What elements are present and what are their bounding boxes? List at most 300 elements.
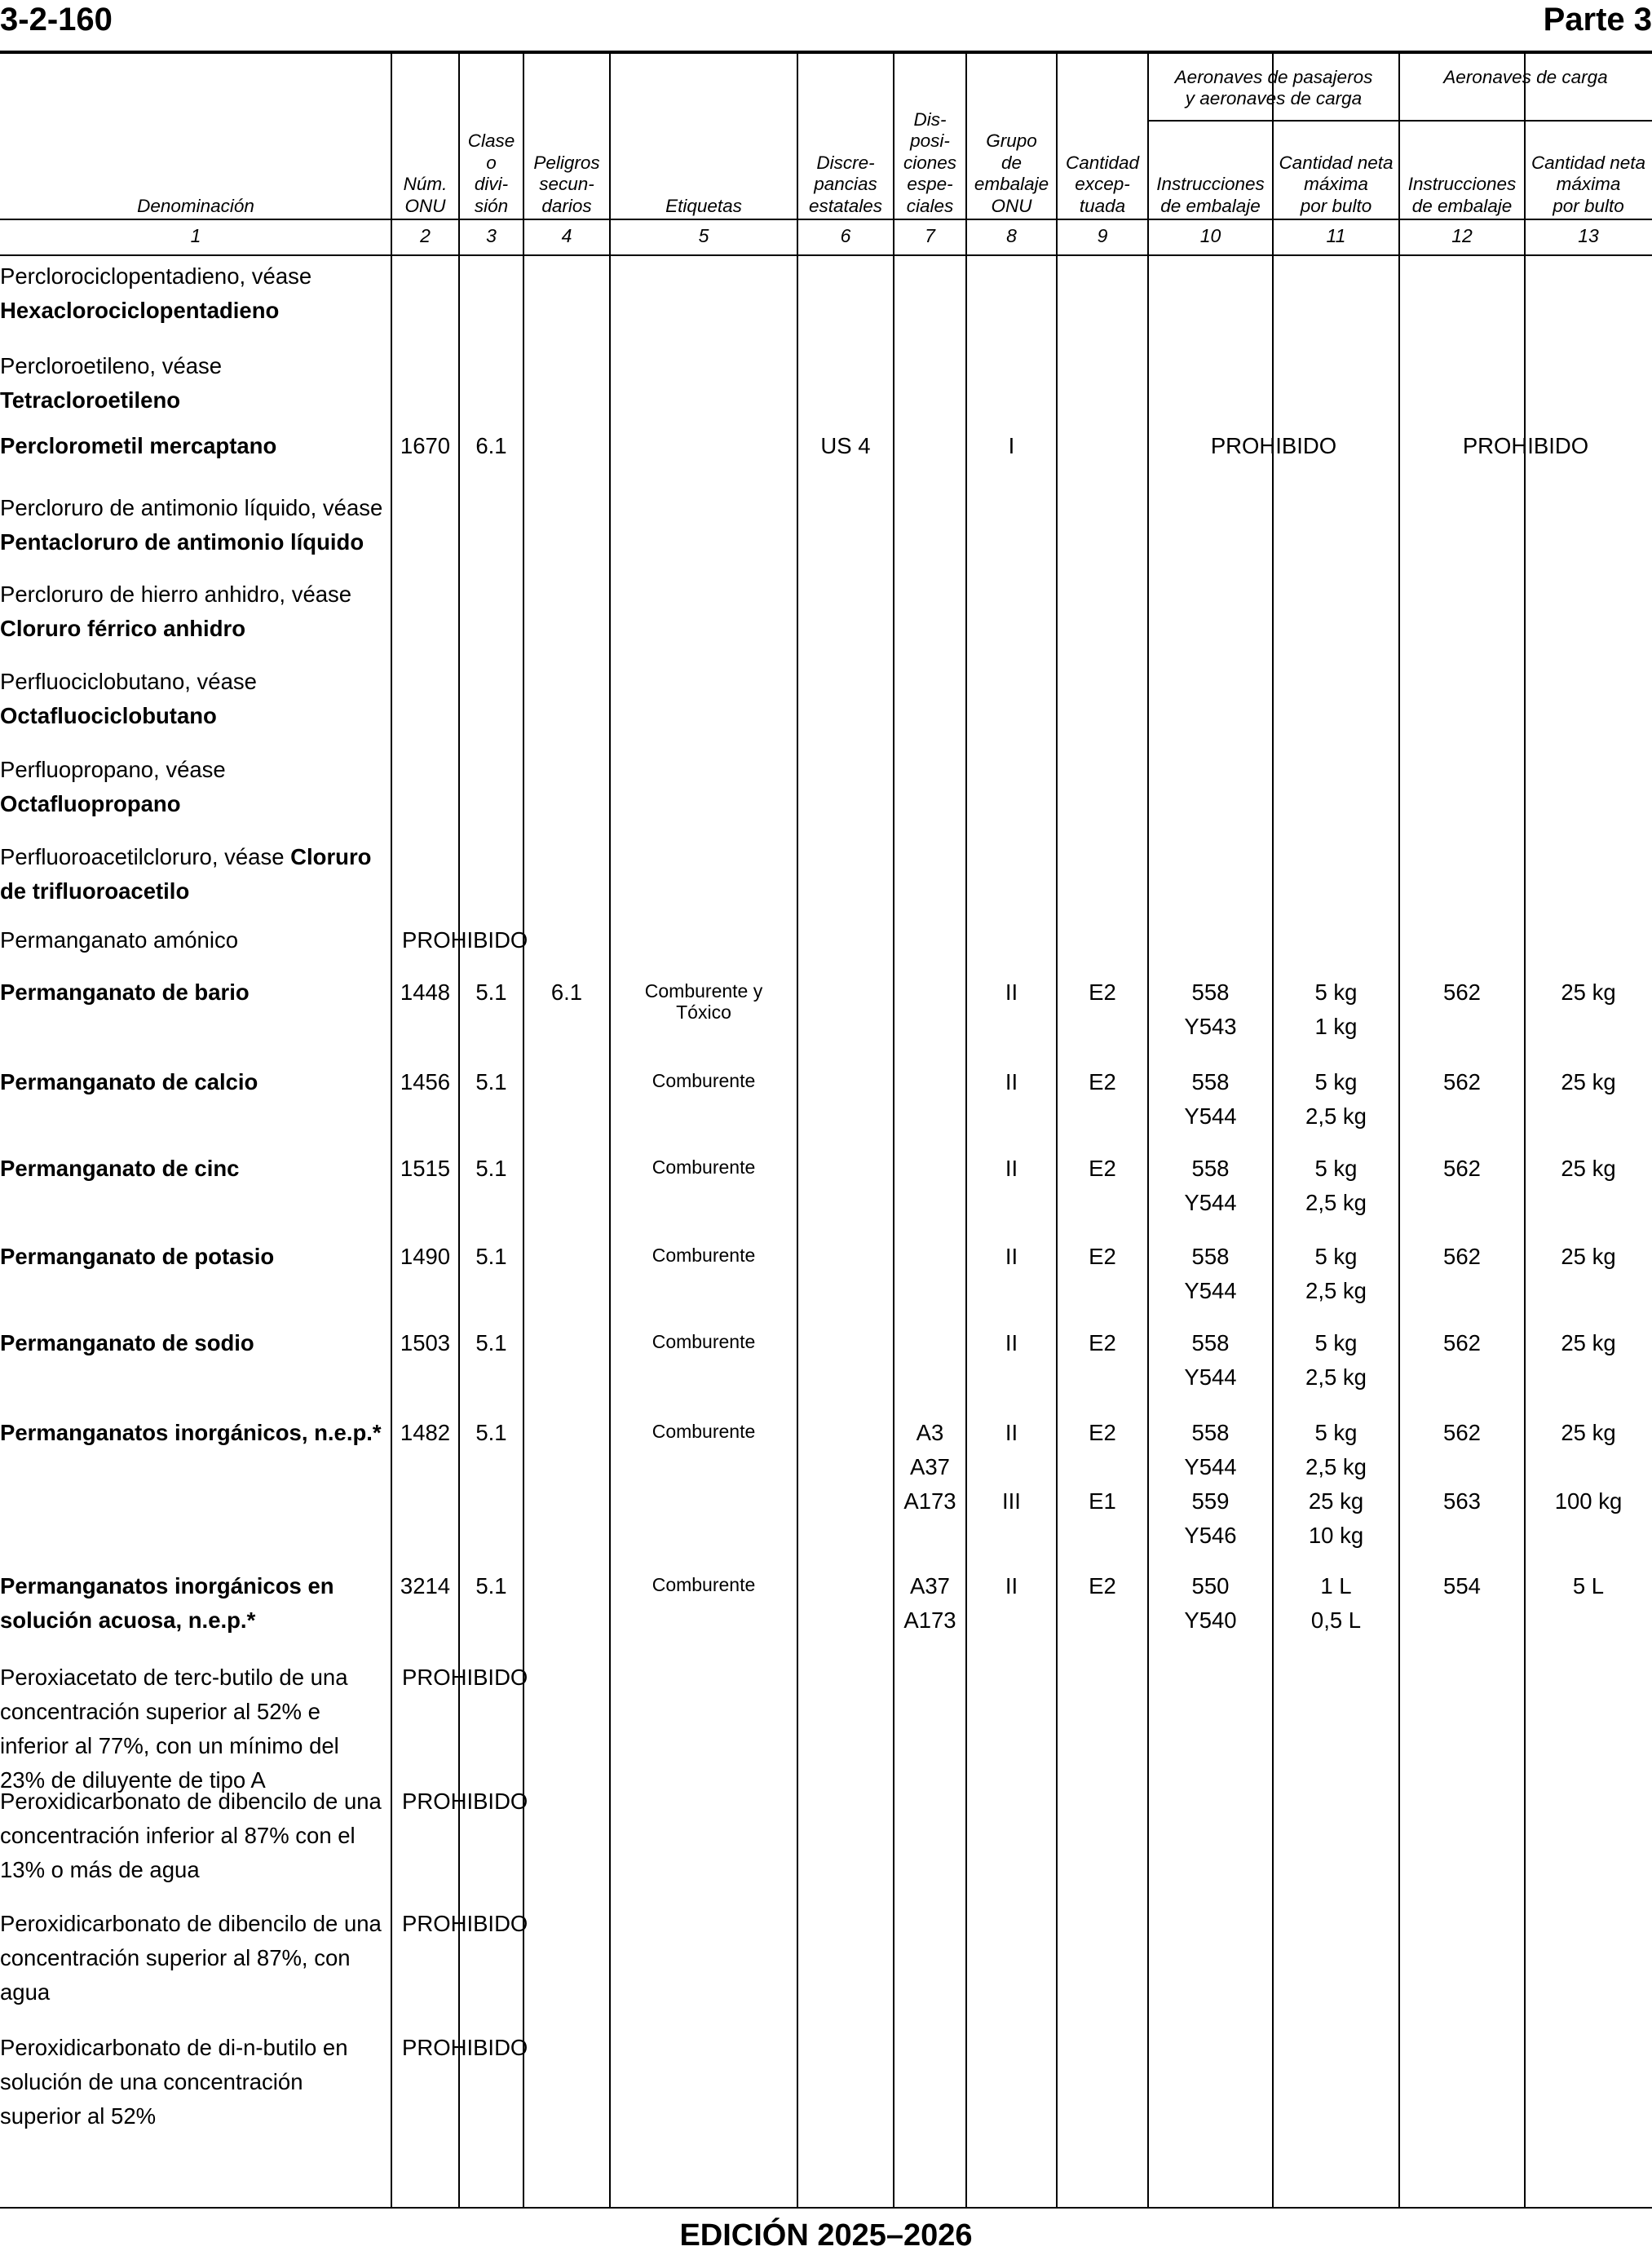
cell-line: Comburente y (644, 980, 763, 1002)
cargo-max-quantity (1525, 1065, 1652, 1099)
cell-line: 5 kg (1314, 1244, 1358, 1269)
cell-line: 25 kg (1561, 1330, 1616, 1355)
cell-line: Comburente (652, 1421, 756, 1442)
pax-packing-instruction (1148, 1569, 1273, 1638)
name-regular: 23% de diluyente de tipo A (0, 1767, 266, 1793)
header-line: Aeronaves de pasajeros (1174, 66, 1373, 87)
header-line: ONU (991, 195, 1032, 216)
header-line: de embalaje (1411, 195, 1513, 216)
name-bold: Permanganatos inorgánicos, n.e.p.* (0, 1420, 382, 1445)
pax-max-quantity (1273, 1326, 1399, 1395)
cell-line: 554 (1443, 1573, 1481, 1599)
cell-line: II (1005, 1244, 1018, 1269)
packing-group (966, 1416, 1057, 1519)
un-number: 1515 (400, 1156, 451, 1181)
class-division: 5.1 (475, 1573, 507, 1599)
packing-group (966, 1152, 1057, 1186)
pax-packing-instruction (1148, 975, 1273, 1044)
header-line: embalaje (974, 174, 1049, 194)
header-line: espe- (907, 174, 953, 194)
cargo-max-quantity (1525, 1326, 1652, 1360)
header-line: Discre- (816, 152, 875, 173)
un-number: 1456 (400, 1069, 451, 1094)
excepted-quantity (1057, 1326, 1148, 1360)
name-line (0, 1240, 390, 1274)
pax-max-quantity (1273, 1569, 1399, 1638)
name-bold: Permanganato de bario (0, 979, 250, 1005)
cell-line: 2,5 kg (1305, 1454, 1367, 1479)
name-regular: Perclorociclopentadieno, véase (0, 263, 312, 289)
cell-line: 558 (1191, 1156, 1230, 1181)
cell-line: 558 (1191, 1244, 1230, 1269)
cell-line: III (1002, 1488, 1021, 1514)
cell-line: I (1008, 433, 1015, 458)
name-bold: Tetracloroetileno (0, 387, 181, 413)
header-line: Cantidad neta (1531, 152, 1646, 173)
cell-line: 5 kg (1314, 1156, 1358, 1181)
pax-packing-instruction (1148, 1240, 1273, 1308)
name-line (0, 525, 390, 559)
name-line (0, 612, 390, 646)
column-number: 10 (1199, 225, 1221, 246)
packing-group (966, 1569, 1057, 1603)
name-line (0, 577, 390, 612)
substance-name (0, 429, 390, 463)
cell-line: 562 (1443, 979, 1481, 1005)
header-line: de embalaje (1160, 195, 1261, 216)
un-number: 1503 (400, 1330, 451, 1355)
pax-packing-instruction (1148, 1326, 1273, 1395)
name-bold: Pentacloruro de antimonio líquido (0, 529, 364, 555)
packing-group (966, 429, 1057, 463)
forbidden-entry: PROHIBIDO (402, 1911, 528, 1936)
un-number: 1482 (400, 1420, 451, 1445)
header-line: Etiquetas (665, 195, 742, 216)
name-bold: de trifluoroacetilo (0, 878, 190, 904)
name-bold: Permanganato de potasio (0, 1244, 275, 1269)
pax-packing-instruction (1148, 1152, 1273, 1220)
header-line: máxima (1556, 174, 1621, 194)
cell-line: A173 (903, 1607, 956, 1633)
excepted-quantity (1057, 1416, 1148, 1519)
name-line (0, 1819, 390, 1853)
cargo-max-quantity (1525, 1152, 1652, 1186)
cell-line: 562 (1443, 1156, 1481, 1181)
substance-name (0, 1065, 390, 1099)
excepted-quantity (1057, 1065, 1148, 1099)
cell-line: Y544 (1184, 1190, 1237, 1215)
cell-line: A3 (916, 1420, 944, 1445)
name-regular: Peroxidicarbonato de dibencilo de una (0, 1911, 382, 1936)
forbidden-entry: PROHIBIDO (402, 1789, 528, 1814)
cell-line (1525, 1450, 1652, 1484)
labels (610, 1421, 797, 1442)
cell-line: Y544 (1184, 1454, 1237, 1479)
cell-line: 5 kg (1314, 979, 1358, 1005)
cell-line: E2 (1089, 1330, 1116, 1355)
column-number: 6 (840, 225, 851, 246)
cell-line: 25 kg (1561, 1244, 1616, 1269)
forbidden-entry: PROHIBIDO (402, 1665, 528, 1690)
cell-line: 559 (1191, 1488, 1230, 1514)
name-line (0, 429, 390, 463)
header-line: Cantidad (1065, 152, 1140, 173)
header-line: ONU (404, 195, 446, 216)
labels (610, 1331, 797, 1352)
cell-line: E2 (1089, 1069, 1116, 1094)
substance-name (0, 1152, 390, 1186)
name-line (0, 699, 390, 733)
cell-line: Y543 (1184, 1014, 1237, 1039)
pax-max-quantity (1273, 1065, 1399, 1134)
class-division: 5.1 (475, 1069, 507, 1094)
column-number: 7 (925, 225, 935, 246)
cargo-packing-instruction (1399, 1152, 1525, 1186)
substance-name (0, 577, 390, 646)
header-line: posi- (910, 130, 950, 151)
cell-line: E2 (1089, 1573, 1116, 1599)
header-line: excep- (1075, 174, 1130, 194)
cell-line: 2,5 kg (1305, 1103, 1367, 1129)
cell-line: 25 kg (1561, 1069, 1616, 1094)
name-bold: Permanganato de cinc (0, 1156, 240, 1181)
name-regular: Peroxidicarbonato de di-n-butilo en (0, 2035, 348, 2060)
substance-name (0, 1240, 390, 1274)
name-line (0, 1784, 390, 1819)
cell-line: 2,5 kg (1305, 1364, 1367, 1390)
labels (610, 1156, 797, 1178)
cell-line (966, 1450, 1057, 1484)
header-line: Instrucciones (1156, 174, 1265, 194)
substance-name (0, 491, 390, 559)
substance-name (0, 349, 390, 418)
name-regular: Perfluoroacetilcloruro, véase (0, 844, 291, 869)
cell-line (1057, 1450, 1148, 1484)
name-bold: Octafluopropano (0, 791, 181, 816)
pax-packing-instruction (1148, 1416, 1273, 1553)
name-line (0, 1695, 390, 1729)
cell-line: Comburente (652, 1070, 756, 1091)
excepted-quantity (1057, 1569, 1148, 1603)
name-line (0, 1975, 390, 2010)
column-number: 8 (1006, 225, 1017, 246)
name-line (0, 2099, 390, 2134)
cargo-forbidden: PROHIBIDO (1462, 433, 1589, 458)
name-line (0, 491, 390, 525)
cell-line: Comburente (652, 1331, 756, 1352)
cell-line: 558 (1191, 1420, 1230, 1445)
pax-max-quantity (1273, 1416, 1399, 1553)
substance-name (0, 923, 390, 957)
name-regular: concentración superior al 87%, con (0, 1945, 351, 1970)
name-regular: Perfluopropano, véase (0, 757, 226, 782)
name-line (0, 1416, 390, 1450)
cell-line: 5 L (1572, 1573, 1605, 1599)
substance-name (0, 1907, 390, 2010)
cargo-packing-instruction (1399, 1065, 1525, 1099)
un-number: 3214 (400, 1573, 451, 1599)
packing-group (966, 1326, 1057, 1360)
class-division: 5.1 (475, 1420, 507, 1445)
cell-line: II (1005, 1330, 1018, 1355)
state-variation: US 4 (820, 433, 871, 458)
header-line: Peligros (533, 152, 600, 173)
header-line: Cantidad neta (1279, 152, 1394, 173)
cell-line: 562 (1443, 1420, 1481, 1445)
cell-line: E2 (1089, 1244, 1116, 1269)
page-number: 3-2-160 (0, 2, 113, 38)
name-line (0, 2031, 390, 2065)
column-number: 2 (420, 225, 431, 246)
header-line: o (486, 152, 497, 173)
cargo-packing-instruction (1399, 1569, 1525, 1603)
cell-line: Comburente (652, 1245, 756, 1266)
cell-line: E2 (1089, 1156, 1116, 1181)
cell-line: 5 kg (1314, 1330, 1358, 1355)
header-line: Grupo (986, 130, 1037, 151)
header-line: estatales (808, 195, 883, 216)
packing-group (966, 1065, 1057, 1099)
name-regular: Peroxidicarbonato de dibencilo de una (0, 1789, 382, 1814)
column-number: 11 (1326, 225, 1346, 246)
labels (610, 1245, 797, 1266)
name-regular: inferior al 77%, con un mínimo del (0, 1733, 339, 1758)
header-line: darios (541, 195, 592, 216)
cell-line: 5 kg (1314, 1420, 1358, 1445)
class-division: 6.1 (475, 433, 507, 458)
header-line: secun- (539, 174, 594, 194)
cell-line: E2 (1089, 979, 1116, 1005)
name-bold: Cloruro férrico anhidro (0, 616, 245, 641)
name-line (0, 1941, 390, 1975)
cell-line: E1 (1089, 1488, 1116, 1514)
cell-line: Y544 (1184, 1364, 1237, 1390)
name-bold: Perclorometil mercaptano (0, 433, 277, 458)
cell-line: 0,5 L (1310, 1607, 1362, 1633)
cell-line: 558 (1191, 1330, 1230, 1355)
name-regular: concentración superior al 52% e (0, 1699, 320, 1724)
header-line: Núm. (403, 174, 448, 194)
cell-line: 25 kg (1561, 1156, 1616, 1181)
pax-max-quantity (1273, 1152, 1399, 1220)
page-part: Parte 3 (1543, 2, 1652, 38)
header-line: por bulto (1553, 195, 1624, 216)
name-bold: Octafluociclobutano (0, 703, 217, 728)
cell-line: Y546 (1184, 1523, 1237, 1548)
name-line (0, 1853, 390, 1887)
cargo-max-quantity (1525, 1416, 1652, 1519)
name-line (0, 787, 390, 821)
cell-line: Y544 (1184, 1278, 1237, 1303)
cell-line: 2,5 kg (1305, 1278, 1367, 1303)
substance-name (0, 1416, 390, 1450)
edition-footer: EDICIÓN 2025–2026 (679, 2218, 973, 2253)
cell-line: II (1005, 1156, 1018, 1181)
name-regular: Perfluociclobutano, véase (0, 669, 257, 694)
pax-max-quantity (1273, 1240, 1399, 1308)
pax-max-quantity (1273, 975, 1399, 1044)
header-line: ciones (903, 152, 957, 173)
special-provisions (894, 1416, 966, 1519)
packing-group (966, 975, 1057, 1010)
un-number: 1490 (400, 1244, 451, 1269)
substance-name (0, 2031, 390, 2134)
name-line (0, 1660, 390, 1695)
packing-group (966, 1240, 1057, 1274)
substance-name (0, 1784, 390, 1887)
cell-line: Y544 (1184, 1103, 1237, 1129)
name-line (0, 923, 390, 957)
cargo-max-quantity (1525, 975, 1652, 1010)
cell-line (1399, 1450, 1525, 1484)
cell-line: Comburente (652, 1574, 756, 1595)
name-line (0, 1326, 390, 1360)
header-line: pancias (814, 174, 877, 194)
header-line: de (1000, 152, 1023, 173)
header-line: Clase (467, 130, 515, 151)
substance-name (0, 975, 390, 1010)
cell-line: Y540 (1184, 1607, 1237, 1633)
column-number: 5 (698, 225, 709, 246)
cell-line: Tóxico (676, 1002, 731, 1023)
subsidiary-hazard: 6.1 (550, 979, 583, 1005)
name-line (0, 753, 390, 787)
class-division: 5.1 (475, 979, 507, 1005)
excepted-quantity (1057, 975, 1148, 1010)
cell-line: 563 (1443, 1488, 1481, 1514)
name-regular: Percloroetileno, véase (0, 353, 223, 378)
cell-line: 1 kg (1314, 1014, 1358, 1039)
name-line (0, 1152, 390, 1186)
cell-line: 25 kg (1308, 1488, 1364, 1514)
cell-line: 550 (1191, 1573, 1230, 1599)
cell-line: 10 kg (1308, 1523, 1364, 1548)
forbidden-entry: PROHIBIDO (402, 2035, 528, 2060)
name-bold: Cloruro (290, 844, 372, 869)
substance-name (0, 1660, 390, 1797)
header-line: Instrucciones (1407, 174, 1517, 194)
cell-line: 1 L (1320, 1573, 1352, 1599)
special-provisions (894, 1569, 966, 1638)
name-line (0, 975, 390, 1010)
cell-line: A37 (910, 1454, 950, 1479)
cargo-max-quantity (1525, 1569, 1652, 1603)
name-regular: concentración inferior al 87% con el (0, 1823, 356, 1848)
cargo-packing-instruction (1399, 1416, 1525, 1519)
name-bold: Hexaclorociclopentadieno (0, 298, 280, 323)
name-bold: Permanganato de sodio (0, 1330, 254, 1355)
name-line (0, 1569, 390, 1603)
substance-name (0, 840, 390, 909)
substance-name (0, 665, 390, 733)
pax-forbidden: PROHIBIDO (1210, 433, 1337, 458)
header-line: Aeronaves de carga (1443, 66, 1608, 87)
name-bold: Permanganatos inorgánicos en (0, 1573, 334, 1599)
name-regular: solución de una concentración (0, 2069, 303, 2094)
cargo-max-quantity (1525, 1240, 1652, 1274)
cell-line: 558 (1191, 1069, 1230, 1094)
name-bold: solución acuosa, n.e.p.* (0, 1607, 256, 1633)
column-number: 13 (1578, 225, 1599, 246)
column-number: 9 (1097, 225, 1108, 246)
substance-name (0, 259, 390, 328)
un-number: 1448 (400, 979, 451, 1005)
substance-name (0, 753, 390, 821)
name-line (0, 259, 390, 294)
name-regular: Permanganato amónico (0, 927, 238, 953)
cell-line: 562 (1443, 1330, 1481, 1355)
cell-line: II (1005, 1420, 1018, 1445)
class-division: 5.1 (475, 1244, 507, 1269)
cell-line: 25 kg (1561, 1420, 1616, 1445)
forbidden-entry: PROHIBIDO (402, 927, 528, 953)
cell-line: II (1005, 1069, 1018, 1094)
labels (610, 1070, 797, 1091)
name-line (0, 1729, 390, 1763)
cell-line: A37 (910, 1573, 950, 1599)
cell-line: II (1005, 979, 1018, 1005)
name-line (0, 383, 390, 418)
substance-name (0, 1569, 390, 1638)
name-line (0, 2065, 390, 2099)
pax-packing-instruction (1148, 1065, 1273, 1134)
name-line (0, 349, 390, 383)
name-regular: superior al 52% (0, 2103, 157, 2129)
class-division: 5.1 (475, 1156, 507, 1181)
header-line: sión (474, 195, 509, 216)
name-line (0, 294, 390, 328)
cell-line: 100 kg (1554, 1488, 1623, 1514)
cell-line: Comburente (652, 1156, 756, 1178)
name-regular: Peroxiacetato de terc-butilo de una (0, 1665, 348, 1690)
cargo-packing-instruction (1399, 1326, 1525, 1360)
name-regular: Percloruro de antimonio líquido, véase (0, 495, 383, 520)
name-regular: agua (0, 1979, 51, 2005)
header-line: ciales (906, 195, 954, 216)
name-line (0, 874, 390, 909)
name-line (0, 1065, 390, 1099)
cell-line: 562 (1443, 1244, 1481, 1269)
header-line: tuada (1079, 195, 1126, 216)
column-number: 4 (561, 225, 572, 246)
header-line: y aeronaves de carga (1185, 88, 1363, 108)
un-number: 1670 (400, 433, 451, 458)
cell-line: 25 kg (1561, 979, 1616, 1005)
name-line (0, 665, 390, 699)
cell-line: 2,5 kg (1305, 1190, 1367, 1215)
cargo-packing-instruction (1399, 1240, 1525, 1274)
column-number: 12 (1451, 225, 1473, 246)
excepted-quantity (1057, 1152, 1148, 1186)
class-division: 5.1 (475, 1330, 507, 1355)
name-line (0, 1907, 390, 1941)
header-line: máxima (1304, 174, 1368, 194)
header-line: por bulto (1300, 195, 1372, 216)
header-line: divi- (474, 174, 509, 194)
bottom-rule (0, 2207, 1652, 2209)
cell-line: E2 (1089, 1420, 1116, 1445)
cargo-packing-instruction (1399, 975, 1525, 1010)
header-line: Dis- (913, 108, 947, 130)
cell-line: II (1005, 1573, 1018, 1599)
name-line (0, 1603, 390, 1638)
labels (610, 980, 797, 1023)
name-line (0, 840, 390, 874)
cell-line: 558 (1191, 979, 1230, 1005)
column-number: 3 (486, 225, 497, 246)
name-bold: Permanganato de calcio (0, 1069, 258, 1094)
cell-line: 5 kg (1314, 1069, 1358, 1094)
